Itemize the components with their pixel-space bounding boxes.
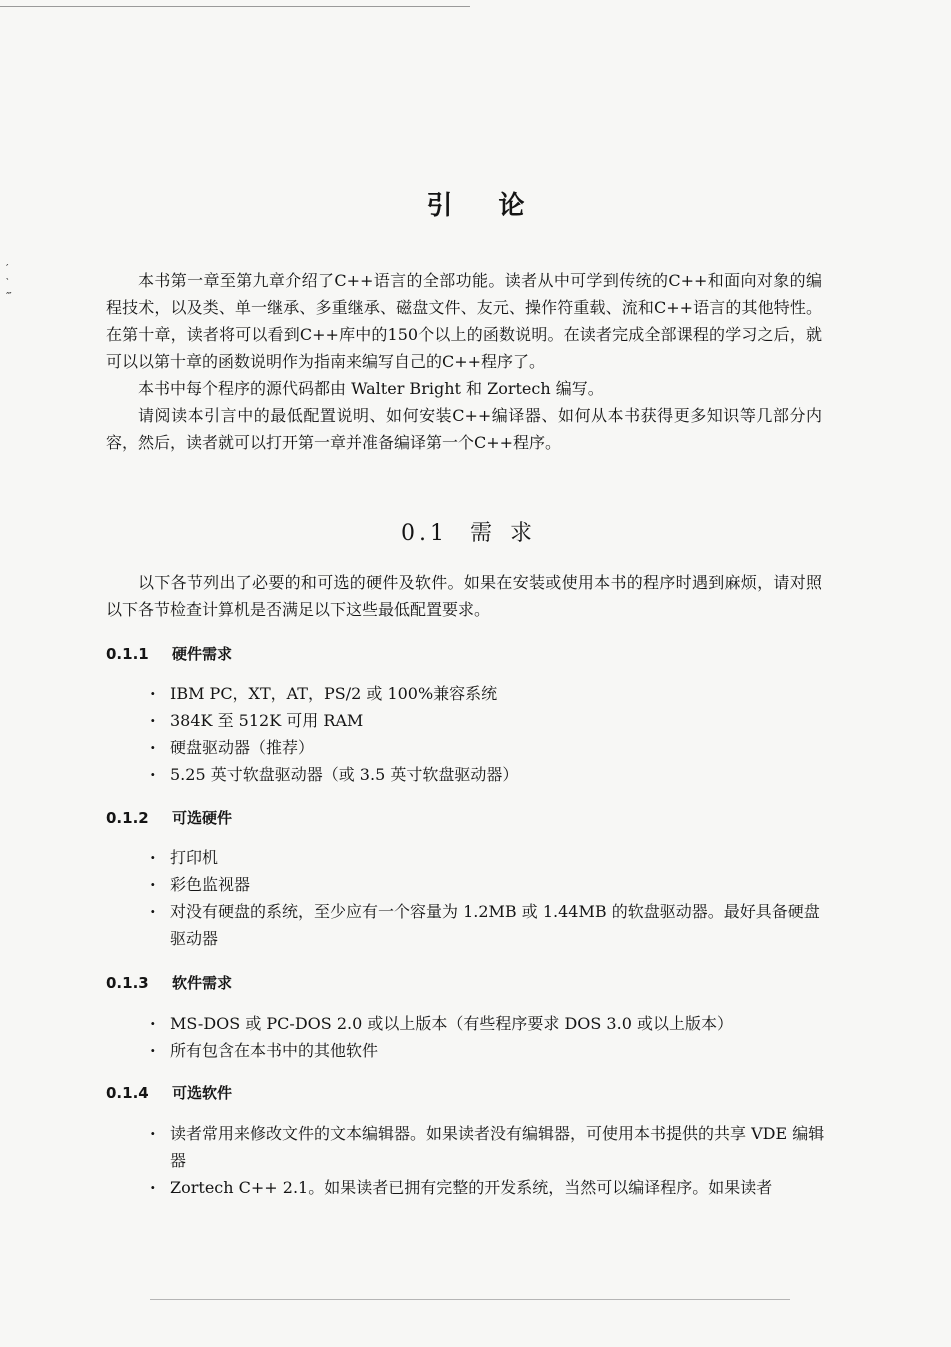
subsection-heading-optional-hardware bbox=[106, 807, 232, 828]
subsection-number: 0.1.4 bbox=[106, 1084, 149, 1102]
subsection-number: 0.1.3 bbox=[106, 974, 149, 992]
list-item: · 彩色监视器 bbox=[148, 871, 828, 898]
software-list bbox=[148, 1010, 828, 1064]
bottom-rule bbox=[150, 1299, 790, 1300]
list-item: · IBM PC，XT，AT，PS/2 或 100%兼容系统 bbox=[148, 680, 828, 707]
section-intro bbox=[106, 569, 822, 623]
intro-paragraph: 请阅读本引言中的最低配置说明、如何安装C++编译器、如何从本书获得更多知识等几部分内容，然后，读者就可以打开第一章并准备编译第一个C++程序。 bbox=[106, 406, 822, 452]
section-heading bbox=[0, 516, 951, 547]
subsection-title: 可选硬件 bbox=[172, 809, 233, 827]
list-item: · MS-DOS 或 PC-DOS 2.0 或以上版本（有些程序要求 DOS 3.0 或以上版本） bbox=[148, 1010, 828, 1037]
subsection-number: 0.1.2 bbox=[106, 809, 149, 827]
top-rule bbox=[0, 6, 470, 7]
chapter-title: 引论 bbox=[426, 191, 571, 221]
subsection-heading-software bbox=[106, 972, 232, 993]
list-item: · 打印机 bbox=[148, 844, 828, 871]
margin-scribble-mark: ′ ‵ ‴ bbox=[6, 262, 12, 303]
intro-paragraph: 本书第一章至第九章介绍了C++语言的全部功能。读者从中可学到传统的C++和面向对象的编程技术，以及类、单一继承、多重继承、磁盘文件、友元、操作符重载、流和C++语言的其他特性。在第十章，读者将可以看到C++库中的150个以上的函数说明。在读者完成全部课程的学习之后，就可以以第十章的函数说明作为指南来编写自己的C++程序了。 bbox=[106, 271, 822, 371]
list-item: · 所有包含在本书中的其他软件 bbox=[148, 1037, 828, 1064]
hardware-list bbox=[148, 680, 828, 788]
section-intro-paragraph: 以下各节列出了必要的和可选的硬件及软件。如果在安装或使用本书的程序时遇到麻烦，请对照以下各节检查计算机是否满足以下这些最低配置要求。 bbox=[106, 573, 822, 619]
subsection-title: 软件需求 bbox=[172, 974, 233, 992]
subsection-number: 0.1.1 bbox=[106, 645, 149, 663]
list-item: · 对没有硬盘的系统，至少应有一个容量为 1.2MB 或 1.44MB 的软盘驱动器。最好具备硬盘驱动器 bbox=[148, 898, 828, 952]
subsection-heading-optional-software bbox=[106, 1082, 232, 1103]
subsection-title: 可选软件 bbox=[172, 1084, 233, 1102]
optional-software-list bbox=[148, 1120, 828, 1201]
subsection-title: 硬件需求 bbox=[172, 645, 233, 663]
list-item: · 384K 至 512K 可用 RAM bbox=[148, 707, 828, 734]
list-item: · 5.25 英寸软盘驱动器（或 3.5 英寸软盘驱动器） bbox=[148, 761, 828, 788]
subsection-heading-hardware bbox=[106, 643, 232, 664]
list-item: · 硬盘驱动器（推荐） bbox=[148, 734, 828, 761]
optional-hardware-list bbox=[148, 844, 828, 952]
list-item: · Zortech C++ 2.1。如果读者已拥有完整的开发系统，当然可以编译程序。如果读者 bbox=[148, 1174, 828, 1201]
intro-section bbox=[106, 267, 822, 456]
list-item: · 读者常用来修改文件的文本编辑器。如果读者没有编辑器，可使用本书提供的共享 VDE 编辑器 bbox=[148, 1120, 828, 1174]
section-number: 0.1 bbox=[400, 521, 448, 546]
section-title: 需求 bbox=[469, 521, 550, 546]
intro-paragraph: 本书中每个程序的源代码都由 Walter Bright 和 Zortech 编写。 bbox=[138, 379, 604, 398]
